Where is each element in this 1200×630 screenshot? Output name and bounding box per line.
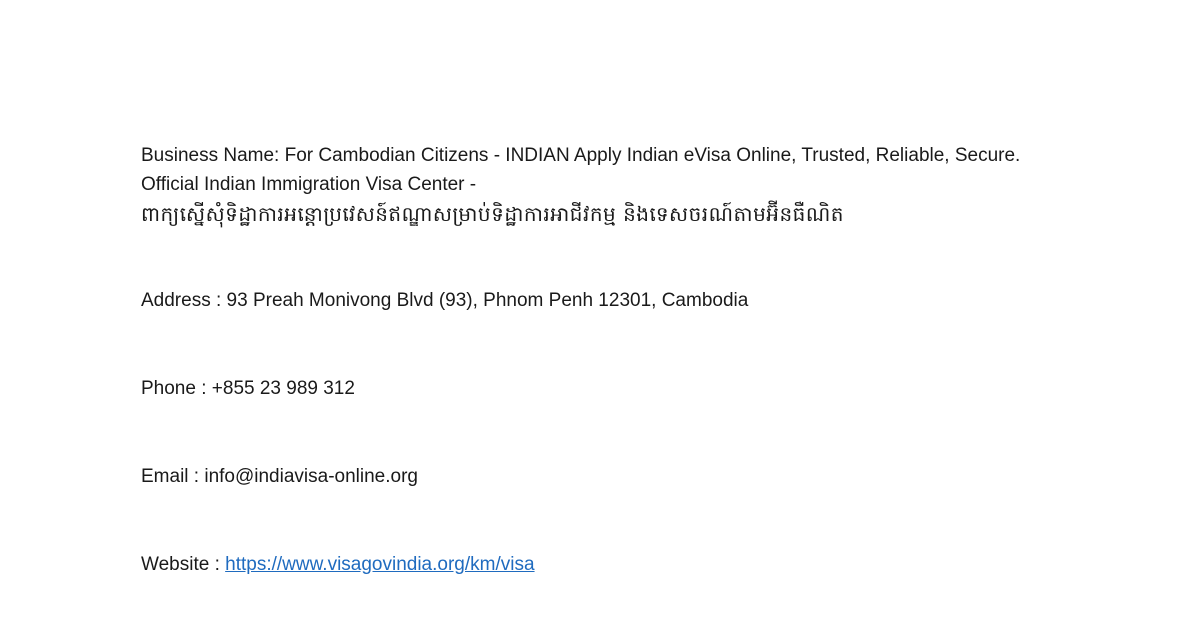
business-name-line: Business Name: For Cambodian Citizens - INDIAN Apply Indian eVisa Online, Trusted, Reliable, Secure. — [141, 145, 1021, 166]
website-line — [141, 554, 535, 576]
address-line: Address : 93 Preah Monivong Blvd (93), Phnom Penh 12301, Cambodia — [141, 290, 749, 311]
business-center-line: Official Indian Immigration Visa Center - — [141, 174, 477, 195]
business-khmer-line: ពាក្យស្នើសុំទិដ្ឋាការអន្តោប្រវេសន៍ឥណ្ឌាសម្រាប់ទិដ្ឋាការអាជីវកម្ម និងទេសចរណ៍តាមអ៊ីនធឺណិត — [141, 202, 844, 226]
website-link[interactable]: https://www.visagovindia.org/km/visa — [225, 554, 535, 575]
business-name-block — [141, 141, 1020, 229]
email-line: Email : info@indiavisa-online.org — [141, 466, 418, 487]
phone-line: Phone : +855 23 989 312 — [141, 378, 355, 399]
website-label: Website : — [141, 554, 226, 575]
